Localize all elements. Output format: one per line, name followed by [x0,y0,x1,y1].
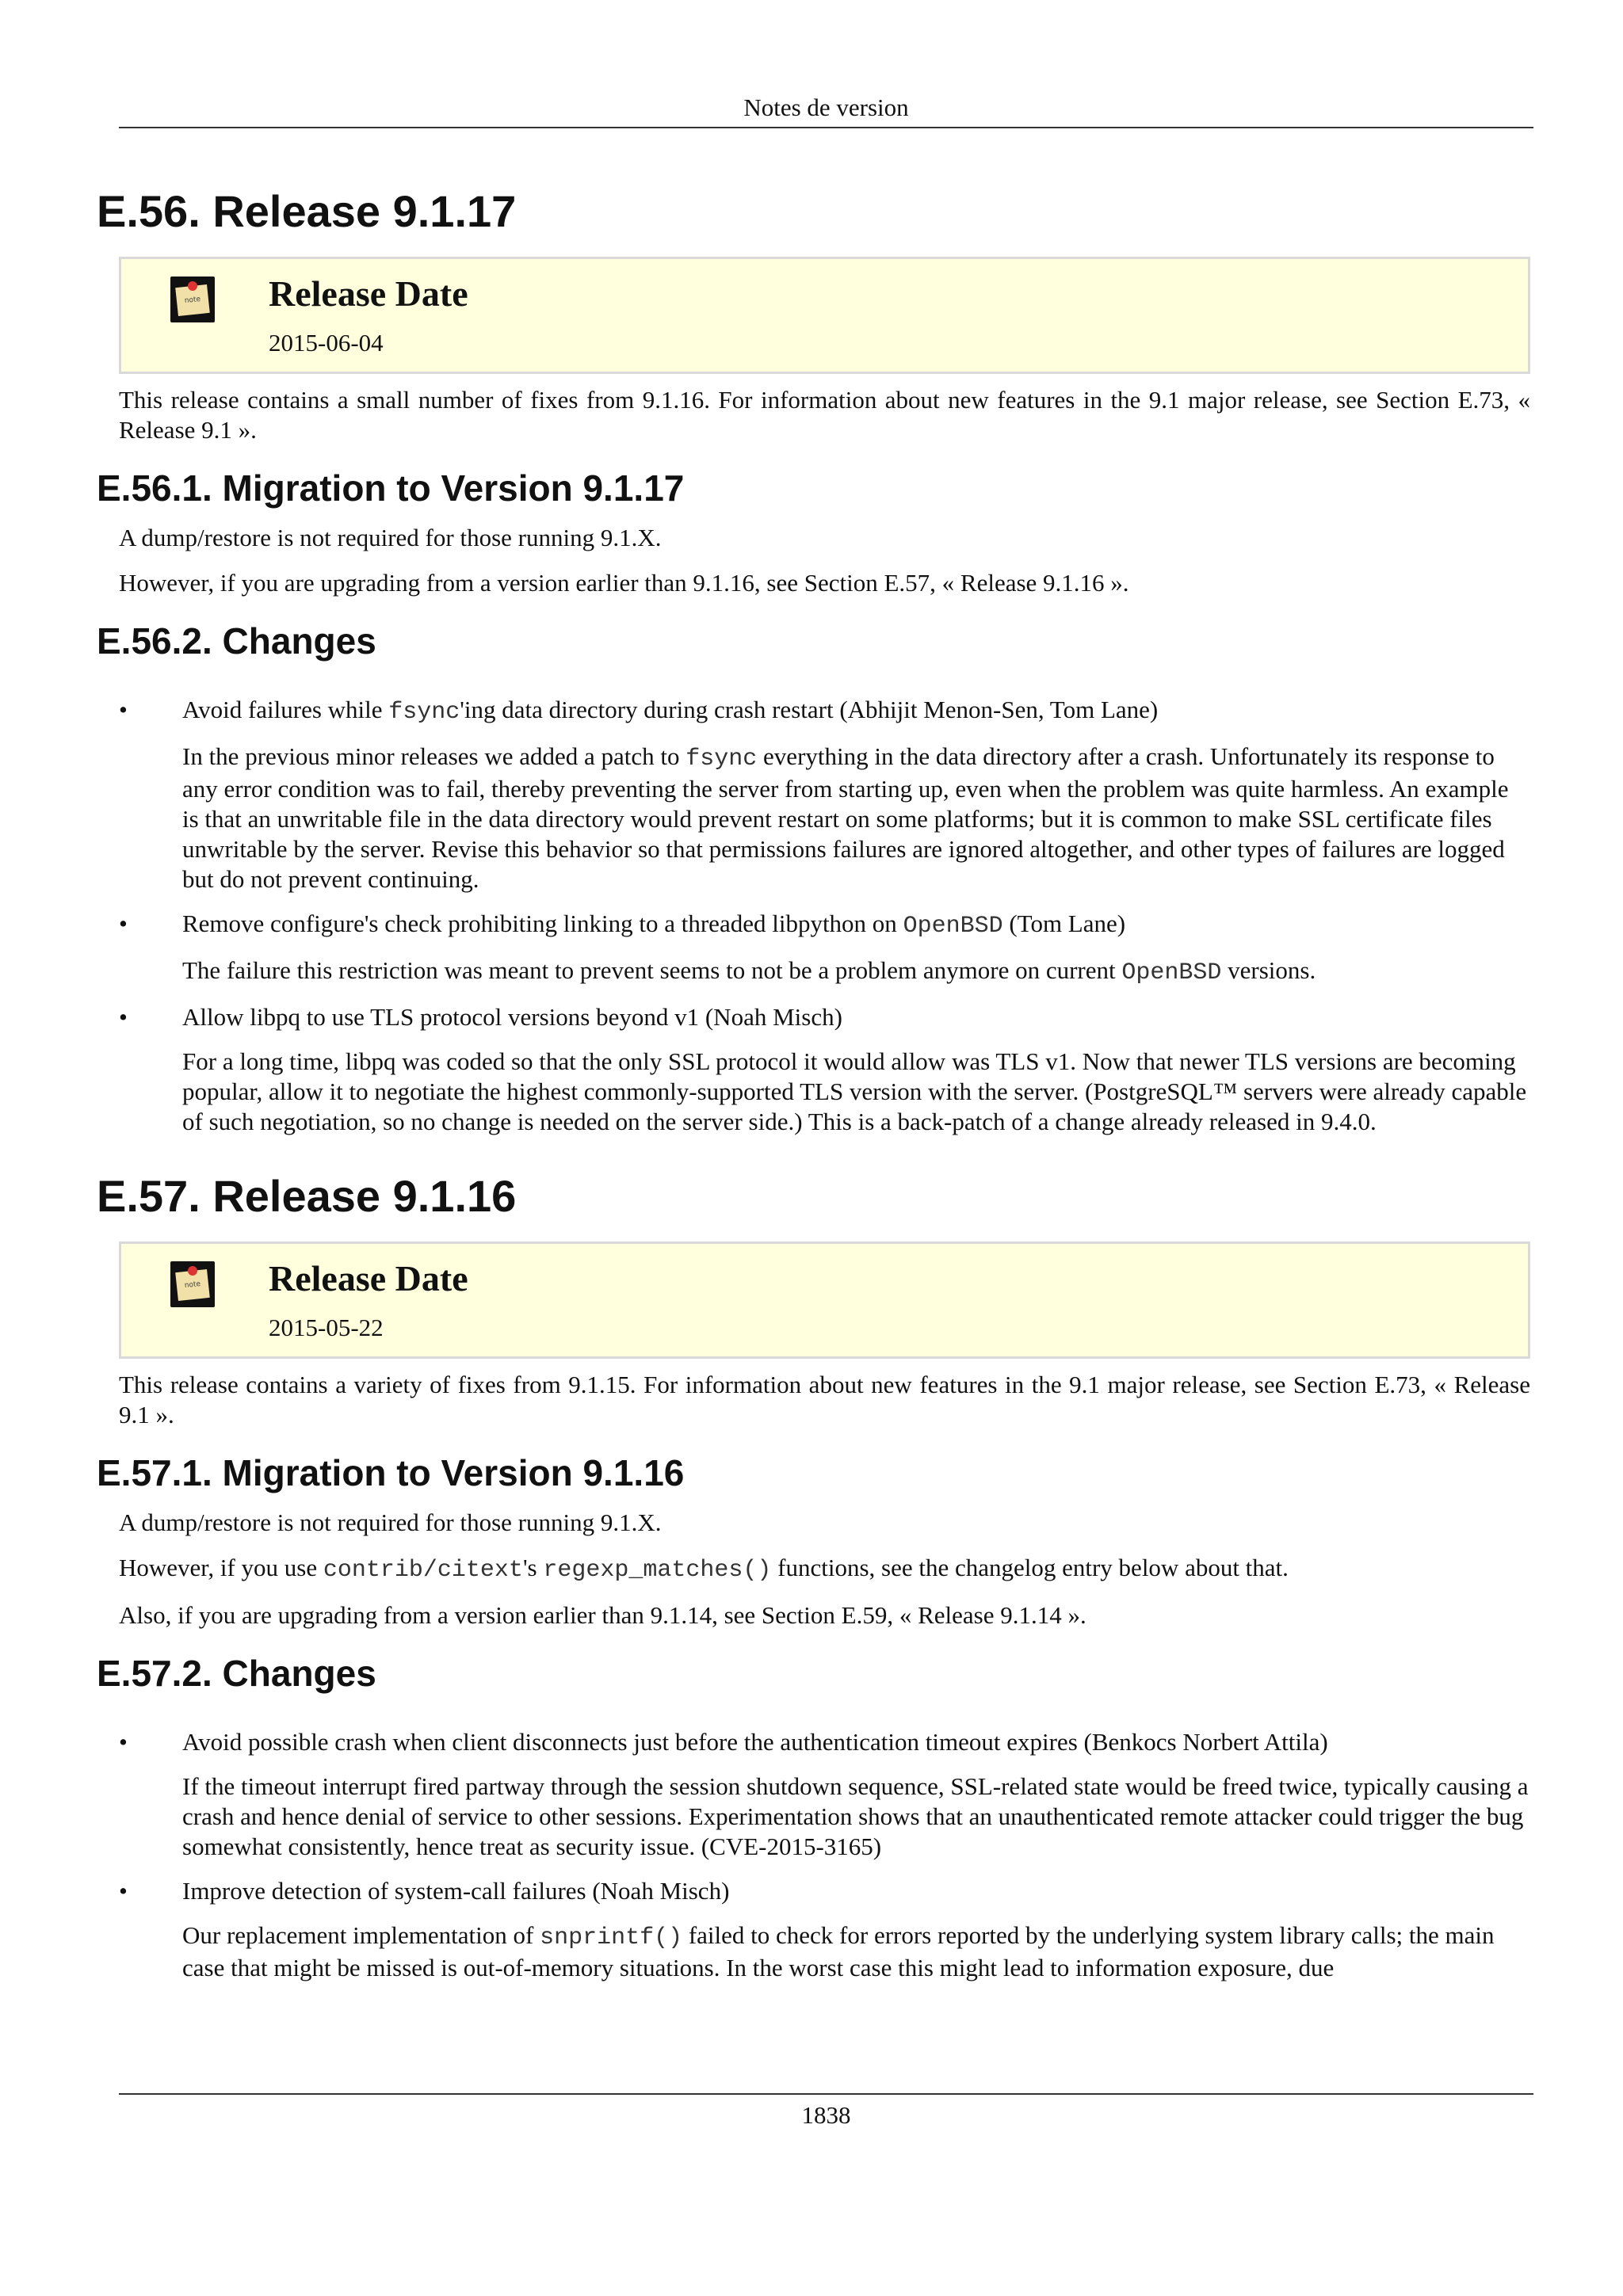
section-title-release-9-1-16: E.57. Release 9.1.16 [97,1171,517,1221]
code-literal: fsync [388,699,460,726]
note-title: Release Date [269,1258,468,1299]
change-description: Our replacement implementation of snprintf() failed to check for errors reported by the underlying system library calls; the main case that might be missed is out-of-memory situations. In the worst case this might lead to information exposure, due [182,1921,1495,1981]
subsection-title-migration: E.57.1. Migration to Version 9.1.16 [97,1452,685,1493]
migration-paragraph: Also, if you are upgrading from a version earlier than 9.1.14, see Section E.59, « Release 9.1.14 ». [119,1601,1086,1629]
migration-paragraph: However, if you use contrib/citext's regexp_matches() functions, see the changelog entry below about that. [119,1554,1289,1584]
change-summary: Remove configure's check prohibiting linking to a threaded libpython on OpenBSD (Tom Lane) [182,910,1126,940]
code-literal: snprintf() [540,1924,683,1951]
change-description: If the timeout interrupt fired partway through the session shutdown sequence, SSL-related state would be freed twice, typically causing a crash and hence denial of service to other sessions. Experimentation shows that an unauthenticated remote attacker could trigger the bug somewhat consistently, hence treat as security issue. (CVE-2015-3165) [182,1772,1529,1860]
code-literal: OpenBSD [1121,959,1222,986]
header-rule [119,127,1533,128]
migration-paragraph: A dump/restore is not required for those running 9.1.X. [119,524,662,551]
changes-list [97,695,1533,1137]
code-literal: fsync [685,746,758,772]
release-date-note [119,1241,1530,1359]
subsection-title-migration: E.56.1. Migration to Version 9.1.17 [97,467,685,509]
page-content [97,184,1533,1997]
change-description: In the previous minor releases we added a patch to fsync everything in the data directory after a crash. Unfortunately its response to any error condition was to fail, thereby preventing the server from starting up, even when the problem was quite harmless. An example is that an unwritable file in the data directory would prevent restart on some platforms; but it is common to make SSL certificate files unwritable by the server. Revise this behavior so that permissions failures are ignored altogether, and other types of failures are logged but do not prevent continuing. [182,742,1509,893]
change-item: • Allow libpq to use TLS protocol versions beyond v1 (Noah Misch) For a long time, libpq was coded so that the only SSL protocol it would allow was TLS v1. Now that newer TLS versions are becoming popular, allow it to negotiate the highest commonly-supported TLS version with the server. (PostgreSQL™ servers were already capable of such negotiation, so no change is needed on the server side.) This is a back-patch of a change already released in 9.4.0. [119,1002,1530,1137]
migration-paragraph: A dump/restore is not required for those running 9.1.X. [119,1508,662,1536]
note-icon: note [170,277,215,322]
migration-paragraph: However, if you are upgrading from a version earlier than 9.1.16, see Section E.57, « Release 9.1.16 ». [119,569,1129,597]
changes-list [97,1727,1533,1983]
running-header: Notes de version [743,93,909,121]
change-summary: Avoid possible crash when client disconnects just before the authentication timeout expires (Benkocs Norbert Attila) [182,1728,1328,1756]
footer-rule [119,2093,1533,2095]
release-date: 2015-06-04 [269,329,384,357]
code-literal: regexp_matches() [543,1557,772,1584]
change-item: • Remove configure's check prohibiting linking to a threaded libpython on OpenBSD (Tom Lane) The failure this restriction was meant to prevent seems to not be a problem anymore on current OpenBSD versions. [119,909,1530,988]
note-title: Release Date [269,273,468,314]
note-icon: note [170,1261,215,1307]
page-number: 1838 [801,2101,851,2129]
release-date-note [119,257,1530,374]
subsection-title-changes: E.57.2. Changes [97,1653,376,1694]
release-intro: This release contains a small number of fixes from 9.1.16. For information about new features in the 9.1 major release, see Section E.73, « Release 9.1 ». [119,386,1530,444]
change-item: • Avoid possible crash when client disconnects just before the authentication timeout expires (Benkocs Norbert Attila) If the timeout interrupt fired partway through the session shutdown sequence, SSL-related state would be freed twice, typically causing a crash and hence denial of service to other sessions. Experimentation shows that an unauthenticated remote attacker could trigger the bug somewhat consistently, hence treat as security issue. (CVE-2015-3165) [119,1727,1530,1862]
change-summary: Improve detection of system-call failures (Noah Misch) [182,1877,730,1905]
code-literal: OpenBSD [903,913,1003,940]
change-item: • Avoid failures while fsync'ing data directory during crash restart (Abhijit Menon-Sen, Tom Lane) In the previous minor releases we added a patch to fsync everything in the data directory after a crash. Unfortunately its response to any error condition was to fail, thereby preventing the server from starting up, even when the problem was quite harmless. An example is that an unwritable file in the data directory would prevent restart on some platforms; but it is common to make SSL certificate files unwritable by the server. Revise this behavior so that permissions failures are ignored altogether, and other types of failures are logged but do not prevent continuing. [119,695,1530,894]
release-intro: This release contains a variety of fixes from 9.1.15. For information about new features in the 9.1 major release, see Section E.73, « Release 9.1 ». [119,1371,1530,1428]
change-summary: Allow libpq to use TLS protocol versions beyond v1 (Noah Misch) [182,1003,842,1031]
change-item: • Improve detection of system-call failures (Noah Misch) Our replacement implementation of snprintf() failed to check for errors reported by the underlying system library calls; the main case that might be missed is out-of-memory situations. In the worst case this might lead to information exposure, due [119,1876,1530,1983]
change-summary: Avoid failures while fsync'ing data directory during crash restart (Abhijit Menon-Sen, Tom Lane) [182,696,1159,726]
subsection-title-changes: E.56.2. Changes [97,620,376,662]
section-title-release-9-1-17: E.56. Release 9.1.17 [97,186,517,236]
document-page [97,0,1533,2296]
code-literal: contrib/citext [323,1557,523,1584]
release-date: 2015-05-22 [269,1314,384,1341]
change-description: The failure this restriction was meant to prevent seems to not be a problem anymore on current OpenBSD versions. [182,956,1316,986]
change-description: For a long time, libpq was coded so that the only SSL protocol it would allow was TLS v1. Now that newer TLS versions are becoming popular, allow it to negotiate the highest commonly-supported TLS version with the server. (PostgreSQL™ servers were already capable of such negotiation, so no change is needed on the server side.) This is a back-patch of a change already released in 9.4.0. [182,1047,1527,1135]
